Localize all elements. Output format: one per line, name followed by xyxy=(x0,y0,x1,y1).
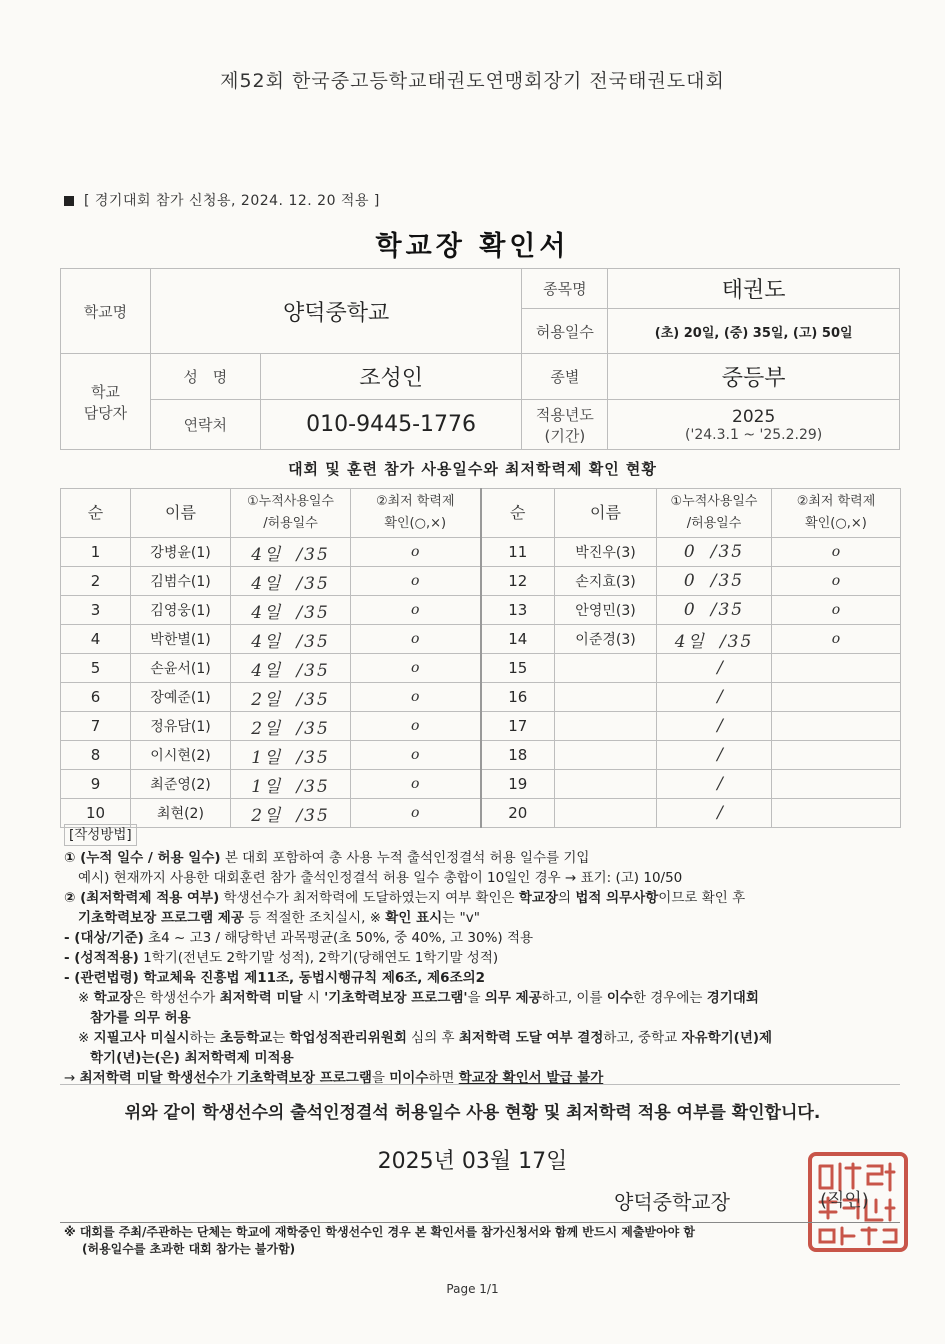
student-name: 장예준(1) xyxy=(131,683,231,712)
table-row xyxy=(61,654,901,683)
square-bullet-icon xyxy=(64,196,74,206)
instr-l12-d: 을 xyxy=(371,1070,390,1086)
row-number: 12 xyxy=(481,567,555,596)
min-academic-check: o xyxy=(772,567,901,596)
min-academic-check xyxy=(772,712,901,741)
student-name: 김영웅(1) xyxy=(131,596,231,625)
used-days xyxy=(657,625,772,654)
min-academic-check: o xyxy=(351,683,481,712)
year-cell xyxy=(608,400,900,450)
form-note xyxy=(64,190,380,210)
instr-l3-b3: 법적 의무사항 xyxy=(575,890,659,906)
used-days-value: 4일 xyxy=(251,631,283,652)
student-name: 손지효(3) xyxy=(555,567,657,596)
table-row xyxy=(61,712,901,741)
year-value: 2025 xyxy=(732,406,776,427)
instr-l8-e: 을 xyxy=(467,990,485,1006)
allowed-days-value: / xyxy=(717,716,725,736)
instr-l12-b1: 최저학력 미달 학생선수 xyxy=(79,1070,220,1086)
instr-l12-e: 하면 xyxy=(428,1070,459,1086)
allowed-days-value: /35 xyxy=(296,718,330,739)
row-number: 7 xyxy=(61,712,131,741)
header-check-line2: 확인(○,×) xyxy=(384,516,447,531)
instr-l12-b3: 미이수 xyxy=(389,1070,429,1086)
instructions xyxy=(64,824,894,1088)
instr-l4-b2: 확인 표시 xyxy=(385,910,443,926)
instr-l8-a: ※ xyxy=(78,990,94,1006)
used-days-value: 4일 xyxy=(251,602,283,623)
min-academic-check: o xyxy=(351,712,481,741)
contact-value: 010-9445-1776 xyxy=(260,400,522,450)
instr-l8-b3: '기초학력보장 프로그램' xyxy=(324,990,468,1006)
header-check-line1: ②최저 학력제 xyxy=(375,494,455,509)
instr-l10-b1: 지필고사 미실시 xyxy=(93,1030,190,1046)
instr-l8-b1: 학교장 xyxy=(93,990,133,1006)
row-number: 10 xyxy=(61,799,131,828)
info-table xyxy=(60,268,900,450)
manager-label xyxy=(61,354,151,450)
allowed-days-value: / xyxy=(717,658,725,678)
instr-l5-rest: 초4 ~ 고3 / 해당학년 과목평균(초 50%, 중 40%, 고 30%) 적용 xyxy=(143,930,534,946)
instr-l3-bold: ② (최저학력제 적용 여부) xyxy=(64,890,220,906)
manager-label-line2: 담당자 xyxy=(83,403,128,422)
used-days xyxy=(657,683,772,712)
min-academic-check xyxy=(772,654,901,683)
used-days-value: 4일 xyxy=(251,660,283,681)
student-name: 이준경(3) xyxy=(555,625,657,654)
year-label xyxy=(522,400,608,450)
event-value: 태권도 xyxy=(608,269,900,309)
min-academic-check: o xyxy=(772,538,901,567)
contact-label: 연락처 xyxy=(150,400,260,450)
used-days xyxy=(657,741,772,770)
used-days-value: 4일 xyxy=(251,573,283,594)
instr-l4-mid: 등 적절한 조치실시, ※ xyxy=(243,910,386,926)
allowed-days-value: / xyxy=(717,774,725,794)
allowed-days-value: /35 xyxy=(296,747,330,768)
instr-l12-b4: 학교장 확인서 발급 불가 xyxy=(458,1070,604,1086)
footnote-line2: (허용일수를 초과한 대회 참가는 불가함) xyxy=(82,1242,296,1256)
instr-l10-b4: 최저학력 도달 여부 결정 xyxy=(458,1030,604,1046)
row-number: 17 xyxy=(481,712,555,741)
header-name-right: 이름 xyxy=(555,489,657,538)
instr-l5-bold: - (대상/기준) xyxy=(64,930,144,946)
footnote-line1: ※ 대회를 주최/주관하는 단체는 학교에 재학중인 학생선수인 경우 본 확인서를 참가신청서와 함께 반드시 제출받아야 함 xyxy=(64,1225,695,1239)
used-days xyxy=(657,567,772,596)
instr-l10-b3: 학업성적관리위원회 xyxy=(289,1030,407,1046)
used-days-value: 1일 xyxy=(251,776,283,797)
used-days-value: 0 xyxy=(683,600,697,620)
min-academic-check xyxy=(772,741,901,770)
row-number: 20 xyxy=(481,799,555,828)
header-no-left: 순 xyxy=(61,489,131,538)
table-row xyxy=(61,770,901,799)
instr-l8-b6: 경기대회 xyxy=(706,990,759,1006)
allowed-days-value: /35 xyxy=(296,805,330,826)
instr-l8-b5: 이수 xyxy=(606,990,633,1006)
header-days-line2: /허용일수 xyxy=(686,516,742,531)
used-days-value: 0 xyxy=(683,571,697,591)
row-number: 6 xyxy=(61,683,131,712)
instructions-heading: [작성방법] xyxy=(64,824,137,846)
instr-l6-bold: - (성적적용) xyxy=(64,950,139,966)
student-name: 최준영(2) xyxy=(131,770,231,799)
used-days xyxy=(657,712,772,741)
row-number: 13 xyxy=(481,596,555,625)
allowed-days-value: / xyxy=(717,745,725,765)
instr-l12-b2: 기초학력보장 프로그램 xyxy=(236,1070,372,1086)
instr-l12-c: 가 xyxy=(219,1070,237,1086)
row-number: 11 xyxy=(481,538,555,567)
footnote-divider xyxy=(60,1222,900,1223)
table-row xyxy=(61,625,901,654)
instr-l9: 참가를 의무 허용 xyxy=(90,1010,191,1026)
instr-l10-f: 하고, 중학교 xyxy=(603,1030,682,1046)
row-number: 2 xyxy=(61,567,131,596)
allowed-days-value: /35 xyxy=(296,631,330,652)
issue-date: 2025년 03월 17일 xyxy=(377,1149,568,1174)
header-check-right xyxy=(772,489,901,538)
header-check-line1: ②최저 학력제 xyxy=(796,494,876,509)
used-days-value: 1일 xyxy=(251,747,283,768)
seal-mark: (직인) xyxy=(820,1190,869,1211)
allowed-days-value: /35 xyxy=(296,602,330,623)
confirm-sentence: 위와 같이 학생선수의 출석인정결석 허용일수 사용 현황 및 최저학력 적용 여부를 확인합니다. xyxy=(124,1103,821,1123)
min-academic-check: o xyxy=(772,596,901,625)
school-label: 학교명 xyxy=(61,269,151,354)
form-note-text: [ 경기대회 참가 신청용, 2024. 12. 20 적용 ] xyxy=(84,193,380,209)
used-days xyxy=(231,567,351,596)
allowed-days-value: /35 xyxy=(296,544,330,565)
min-academic-check xyxy=(772,683,901,712)
header-no-right: 순 xyxy=(481,489,555,538)
student-name: 최현(2) xyxy=(131,799,231,828)
used-days xyxy=(231,712,351,741)
instr-l1-rest: 본 대회 포함하여 총 사용 누적 출석인정결석 허용 일수를 기입 xyxy=(220,850,590,866)
used-days xyxy=(231,654,351,683)
instr-l8-c: 은 학생선수가 xyxy=(132,990,220,1006)
student-name: 이시현(2) xyxy=(131,741,231,770)
instr-l8-f: 하고, 이를 xyxy=(541,990,607,1006)
student-name: 강병윤(1) xyxy=(131,538,231,567)
used-days-value: 2일 xyxy=(251,689,283,710)
allowed-days-value: /35 xyxy=(719,631,754,652)
min-academic-check: o xyxy=(351,654,481,683)
allowed-days-value: /35 xyxy=(296,573,330,594)
row-number: 3 xyxy=(61,596,131,625)
allowed-days-value: / xyxy=(717,687,725,707)
row-number: 14 xyxy=(481,625,555,654)
header-name-left: 이름 xyxy=(131,489,231,538)
used-days-value: 4일 xyxy=(674,631,706,652)
student-name: 정유담(1) xyxy=(131,712,231,741)
used-days xyxy=(231,770,351,799)
header-days-line2: /허용일수 xyxy=(263,516,318,531)
student-name xyxy=(555,712,657,741)
allowed-days-value: / xyxy=(717,803,725,823)
min-academic-check: o xyxy=(351,596,481,625)
status-heading: 대회 및 훈련 참가 사용일수와 최저학력제 확인 현황 xyxy=(288,460,657,478)
student-name: 안영민(3) xyxy=(555,596,657,625)
used-days-value: 2일 xyxy=(251,805,283,826)
event-label: 종목명 xyxy=(522,269,608,309)
row-number: 4 xyxy=(61,625,131,654)
allowed-days-label: 허용일수 xyxy=(522,309,608,354)
instr-l7: - (관련법령) 학교체육 진흥법 제11조, 동법시행규칙 제6조, 제6조의2 xyxy=(64,970,486,986)
allowed-days-value: /35 xyxy=(296,776,330,797)
name-value: 조성인 xyxy=(260,354,522,400)
instr-l10-c: 하는 xyxy=(189,1030,220,1046)
manager-label-line1: 학교 xyxy=(90,382,120,401)
table-row xyxy=(61,741,901,770)
min-academic-check: o xyxy=(351,799,481,828)
instr-l2: 예시) 현재까지 사용한 대회훈련 참가 출석인정결석 허용 일수 총합이 10일인 경우 → 표기: (고) 10/50 xyxy=(78,870,683,886)
school-value: 양덕중학교 xyxy=(150,269,522,354)
used-days xyxy=(231,741,351,770)
allowed-days-value: /35 xyxy=(710,571,745,591)
min-academic-check: o xyxy=(351,625,481,654)
student-name xyxy=(555,683,657,712)
student-name: 김범수(1) xyxy=(131,567,231,596)
instr-l10-b2: 초등학교 xyxy=(219,1030,273,1046)
row-number: 16 xyxy=(481,683,555,712)
row-number: 5 xyxy=(61,654,131,683)
header-days-line1: ①누적사용일수 xyxy=(670,494,758,509)
used-days xyxy=(231,596,351,625)
division-label: 종별 xyxy=(522,354,608,400)
year-period: ('24.3.1 ~ '25.2.29) xyxy=(685,426,823,443)
header-check-left xyxy=(351,489,481,538)
instr-l3-b2: 학교장 xyxy=(518,890,558,906)
min-academic-check xyxy=(772,770,901,799)
instr-l8-b4: 의무 제공 xyxy=(484,990,542,1006)
table-row xyxy=(61,567,901,596)
used-days xyxy=(657,654,772,683)
instr-l10-d: 는 xyxy=(272,1030,290,1046)
row-number: 9 xyxy=(61,770,131,799)
min-academic-check: o xyxy=(351,741,481,770)
instr-l3-mid2: 의 xyxy=(557,890,576,906)
roster-body xyxy=(61,538,901,828)
used-days xyxy=(231,683,351,712)
instr-l12-a: → xyxy=(64,1070,80,1086)
instr-l8-g: 한 경우에는 xyxy=(632,990,707,1006)
row-number: 19 xyxy=(481,770,555,799)
used-days xyxy=(657,538,772,567)
roster-table xyxy=(60,488,901,828)
used-days xyxy=(231,625,351,654)
instr-l6-rest: 1학기(전년도 2학기말 성적), 2학기(당해연도 1학기말 성적) xyxy=(138,950,499,966)
min-academic-check: o xyxy=(351,567,481,596)
row-number: 8 xyxy=(61,741,131,770)
instr-l8-b2: 최저학력 미달 xyxy=(219,990,303,1006)
used-days-value: 2일 xyxy=(251,718,283,739)
allowed-days-value: /35 xyxy=(710,542,745,562)
student-name: 박진우(3) xyxy=(555,538,657,567)
instructions-divider xyxy=(60,1084,900,1085)
instr-l3-end: 이므로 확인 후 xyxy=(658,890,746,906)
min-academic-check: o xyxy=(351,538,481,567)
allowed-days-value: /35 xyxy=(296,689,330,710)
table-row xyxy=(61,596,901,625)
header-check-line2: 확인(○,×) xyxy=(805,516,867,531)
student-name xyxy=(555,741,657,770)
student-name: 손윤서(1) xyxy=(131,654,231,683)
instr-l3-mid: 학생선수가 최저학력에 도달하였는지 여부 확인은 xyxy=(219,890,519,906)
table-row xyxy=(61,683,901,712)
instr-l10-a: ※ xyxy=(78,1030,94,1046)
footnote xyxy=(64,1224,894,1258)
page-number: Page 1/1 xyxy=(446,1282,499,1296)
name-label: 성 명 xyxy=(150,354,260,400)
header-days-right xyxy=(657,489,772,538)
allowed-days-value: (초) 20일, (중) 35일, (고) 50일 xyxy=(608,309,900,354)
used-days-value: 0 xyxy=(683,542,697,562)
used-days xyxy=(657,770,772,799)
allowed-days-value: /35 xyxy=(296,660,330,681)
header-days-left xyxy=(231,489,351,538)
instr-l10-b5: 자유학기(년)제 xyxy=(681,1030,773,1046)
allowed-days-value: /35 xyxy=(710,600,745,620)
instr-l10-e: 심의 후 xyxy=(406,1030,459,1046)
row-number: 18 xyxy=(481,741,555,770)
used-days xyxy=(657,596,772,625)
row-number: 1 xyxy=(61,538,131,567)
instr-l1-bold: ① (누적 일수 / 허용 일수) xyxy=(64,850,221,866)
document-title: 학교장 확인서 xyxy=(375,231,570,262)
min-academic-check: o xyxy=(772,625,901,654)
instr-l4-bold: 기초학력보장 프로그램 제공 xyxy=(78,910,244,926)
header-days-line1: ①누적사용일수 xyxy=(246,494,334,509)
used-days xyxy=(231,538,351,567)
student-name xyxy=(555,654,657,683)
table-row xyxy=(61,538,901,567)
row-number: 15 xyxy=(481,654,555,683)
principal-name: 양덕중학교장 xyxy=(614,1190,730,1214)
event-title: 제52회 한국중고등학교태권도연맹회장기 전국태권도대회 xyxy=(220,70,725,92)
instr-l8-d: 시 xyxy=(302,990,325,1006)
instr-l4-end: 는 "v" xyxy=(442,910,480,926)
instr-l11: 학기(년)는(은) 최저학력제 미적용 xyxy=(90,1050,294,1066)
year-label-line1: 적용년도 xyxy=(535,405,594,424)
min-academic-check: o xyxy=(351,770,481,799)
student-name xyxy=(555,770,657,799)
year-label-line2: (기간) xyxy=(544,426,586,445)
division-value: 중등부 xyxy=(608,354,900,400)
student-name: 박한별(1) xyxy=(131,625,231,654)
used-days-value: 4일 xyxy=(251,544,283,565)
